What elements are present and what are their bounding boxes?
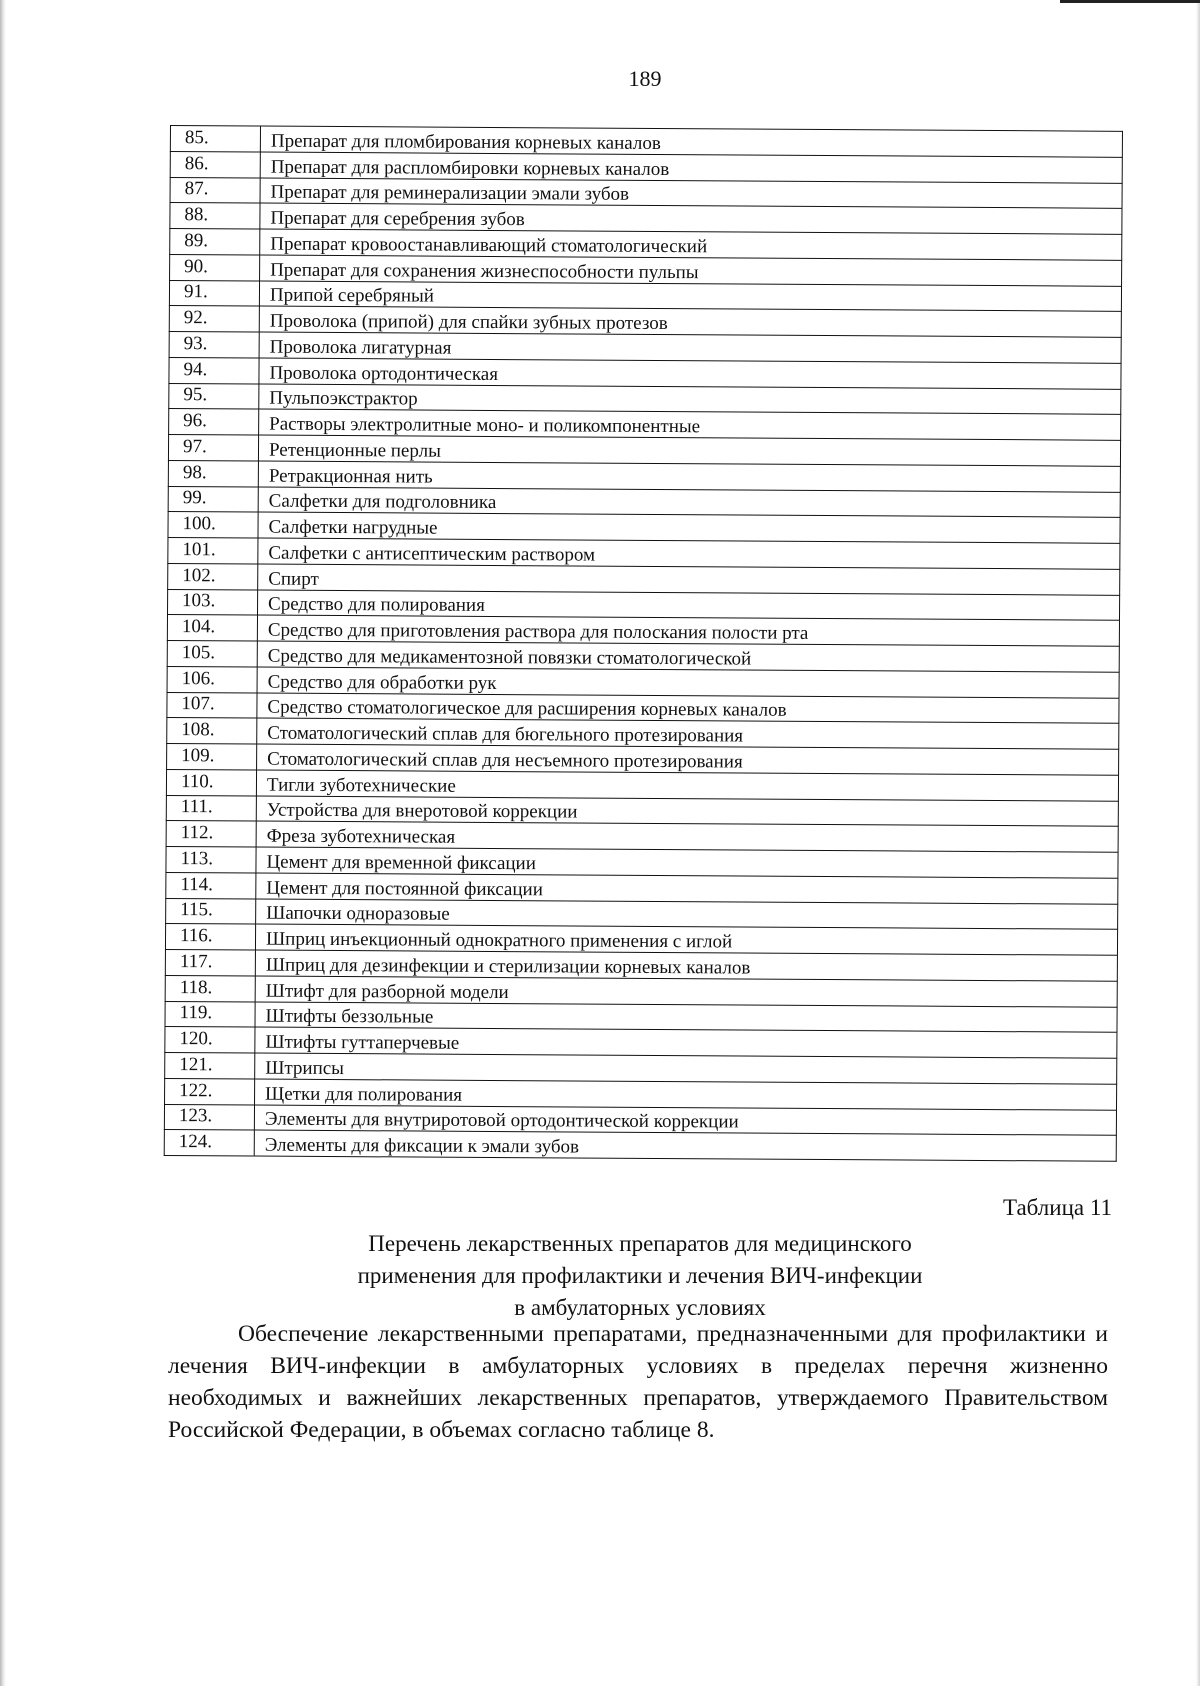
row-item-name: Проволока лигатурная: [259, 332, 1121, 363]
row-number: 101.: [168, 537, 258, 563]
row-number: 124.: [164, 1130, 254, 1156]
row-number: 121.: [165, 1052, 255, 1078]
row-number: 90.: [170, 254, 260, 280]
row-item-name: Салфетки для подголовника: [258, 487, 1120, 518]
row-item-name: Штифты беззольные: [255, 1002, 1117, 1033]
row-number: 86.: [170, 151, 260, 177]
row-item-name: Элементы для внутриротовой ортодонтической коррекции: [254, 1105, 1116, 1136]
row-number: 116.: [165, 924, 255, 950]
row-item-name: Растворы электролитные моно- и поликомпонентные: [259, 409, 1121, 440]
row-item-name: Салфетки нагрудные: [258, 512, 1120, 543]
row-item-name: Устройства для внеротовой коррекции: [256, 796, 1118, 827]
row-item-name: Шапочки одноразовые: [256, 899, 1118, 930]
table-caption-label: Таблица 11: [1002, 1195, 1112, 1220]
row-number: 118.: [165, 975, 255, 1001]
table-caption-line: Перечень лекарственных препаратов для медицинского: [368, 1231, 912, 1256]
row-number: 88.: [170, 203, 260, 229]
scan-right-edge: [1196, 0, 1200, 1686]
row-number: 100.: [168, 512, 258, 538]
row-number: 117.: [165, 949, 255, 975]
row-item-name: Штифт для разборной модели: [255, 976, 1117, 1007]
row-item-name: Препарат для сохранения жизнеспособности пульпы: [260, 255, 1122, 286]
row-item-name: Препарат для распломбировки корневых каналов: [260, 152, 1122, 183]
row-item-name: Препарат для пломбирования корневых каналов: [260, 126, 1122, 157]
row-item-name: Средство для обработки рук: [257, 667, 1119, 698]
table-caption-line: в амбулаторных условиях: [514, 1295, 766, 1320]
row-item-name: Элементы для фиксации к эмали зубов: [254, 1130, 1116, 1161]
row-number: 110.: [166, 769, 256, 795]
row-item-name: Средство для медикаментозной повязки стоматологической: [257, 641, 1119, 672]
row-item-name: Цемент для временной фиксации: [256, 847, 1118, 878]
row-number: 105.: [167, 640, 257, 666]
row-item-name: Припой серебряный: [259, 281, 1121, 312]
row-item-name: Проволока ортодонтическая: [259, 358, 1121, 389]
row-number: 98.: [168, 460, 258, 486]
row-number: 95.: [169, 383, 259, 409]
row-item-name: Щетки для полирования: [255, 1079, 1117, 1110]
table-caption-line: применения для профилактики и лечения ВИЧ-инфекции: [357, 1263, 923, 1288]
row-number: 119.: [165, 1001, 255, 1027]
row-number: 109.: [167, 743, 257, 769]
row-item-name: Средство стоматологическое для расширения корневых каналов: [257, 693, 1119, 724]
scan-left-edge: [0, 0, 6, 1686]
row-item-name: Штифты гуттаперчевые: [255, 1027, 1117, 1058]
table-caption-title: [260, 1228, 1020, 1324]
row-item-name: Стоматологический сплав для бюгельного протезирования: [257, 718, 1119, 749]
table-row: [164, 1130, 1116, 1162]
body-paragraph: Обеспечение лекарственными препаратами, предназначенными для профилактики и лечения ВИЧ-инфекции в амбулаторных условиях в пределах перечня жизненно необходимых и важнейших лекарственных препаратов, утверждаемого Правительством Российской Федерации, в объемах согласно таблице 8.: [168, 1321, 1108, 1443]
row-number: 120.: [165, 1027, 255, 1053]
row-item-name: Проволока (припой) для спайки зубных протезов: [259, 306, 1121, 337]
row-number: 97.: [168, 434, 258, 460]
row-number: 104.: [167, 615, 257, 641]
row-number: 113.: [166, 846, 256, 872]
row-number: 114.: [166, 872, 256, 898]
row-number: 115.: [166, 898, 256, 924]
row-item-name: Пульпоэкстрактор: [259, 384, 1121, 415]
row-number: 106.: [167, 666, 257, 692]
row-number: 108.: [167, 718, 257, 744]
supplies-table-body: [164, 126, 1122, 1162]
row-number: 107.: [167, 692, 257, 718]
row-item-name: Средство для полирования: [258, 590, 1120, 621]
row-number: 94.: [169, 357, 259, 383]
row-number: 102.: [168, 563, 258, 589]
row-item-name: Штрипсы: [255, 1053, 1117, 1084]
row-item-name: Шприц для дезинфекции и стерилизации корневых каналов: [255, 950, 1117, 981]
row-number: 85.: [170, 126, 260, 152]
page-number: 189: [628, 66, 662, 91]
scan-top-edge: [1060, 0, 1200, 3]
row-number: 87.: [170, 177, 260, 203]
row-number: 99.: [168, 486, 258, 512]
supplies-table: [164, 125, 1123, 1162]
row-number: 111.: [166, 795, 256, 821]
row-number: 96.: [169, 409, 259, 435]
row-item-name: Стоматологический сплав для несъемного протезирования: [257, 744, 1119, 775]
row-item-name: Цемент для постоянной фиксации: [256, 873, 1118, 904]
row-item-name: Препарат для серебрения зубов: [260, 203, 1122, 234]
row-item-name: Шприц инъекционный однократного применения с иглой: [255, 924, 1117, 955]
row-item-name: Фреза зуботехническая: [256, 821, 1118, 852]
row-number: 93.: [169, 331, 259, 357]
row-number: 123.: [164, 1104, 254, 1130]
row-item-name: Препарат кровоостанавливающий стоматологический: [260, 229, 1122, 260]
row-item-name: Средство для приготовления раствора для полоскания полости рта: [257, 615, 1119, 646]
row-item-name: Тигли зуботехнические: [256, 770, 1118, 801]
row-item-name: Ретракционная нить: [258, 461, 1120, 492]
row-number: 89.: [170, 229, 260, 255]
row-number: 112.: [166, 821, 256, 847]
row-number: 91.: [169, 280, 259, 306]
row-number: 103.: [168, 589, 258, 615]
row-item-name: Салфетки с антисептическим раствором: [258, 538, 1120, 569]
row-item-name: Спирт: [258, 564, 1120, 595]
row-number: 122.: [165, 1078, 255, 1104]
row-number: 92.: [169, 306, 259, 332]
row-item-name: Ретенционные перлы: [258, 435, 1120, 466]
row-item-name: Препарат для реминерализации эмали зубов: [260, 178, 1122, 209]
